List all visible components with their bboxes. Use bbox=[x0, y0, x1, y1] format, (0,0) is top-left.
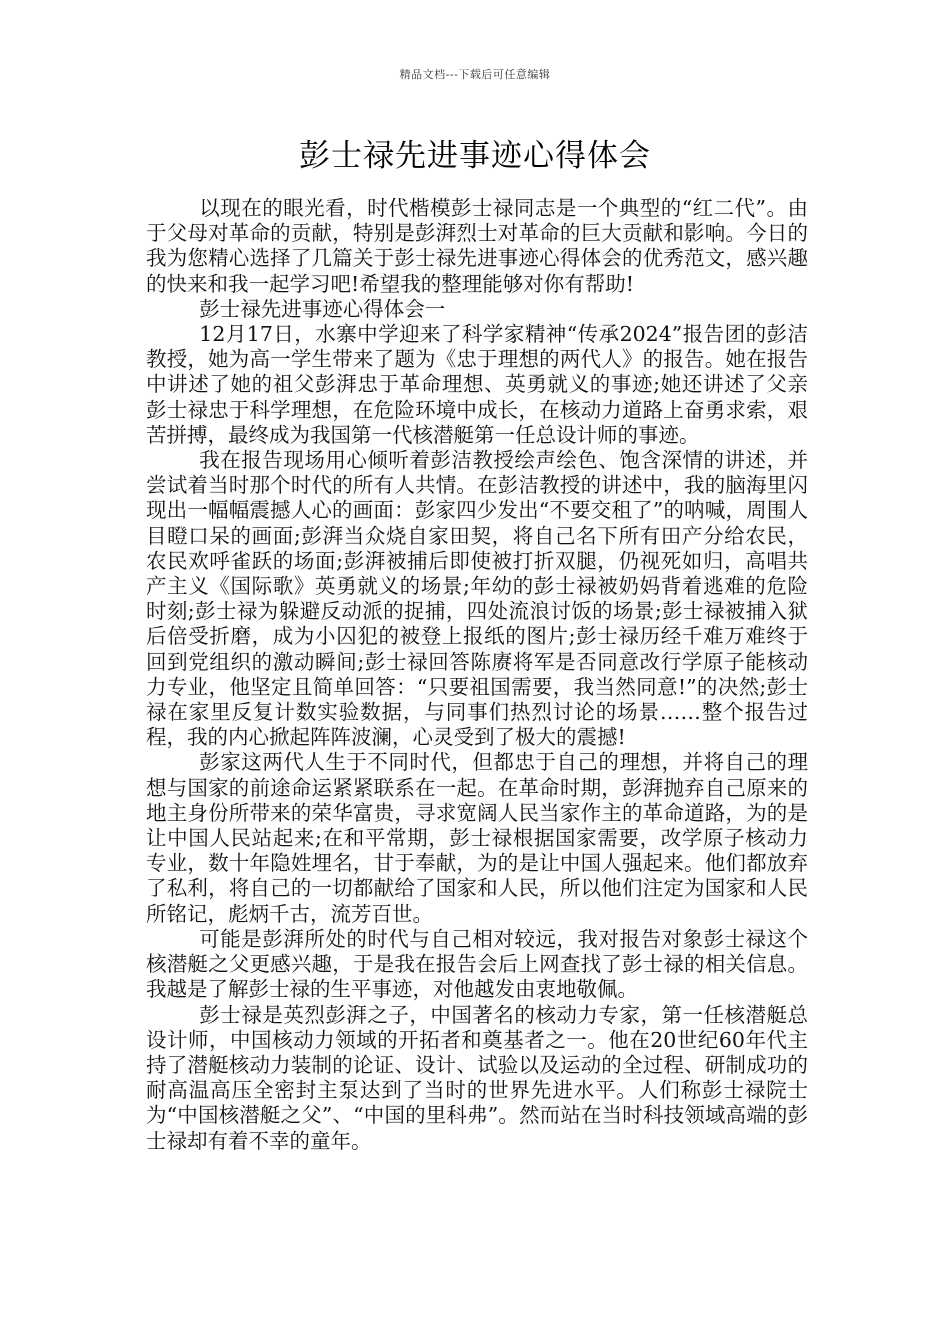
paragraph: 彭士禄是英烈彭湃之子，中国著名的核动力专家，第一任核潜艇总设计师，中国核动力领域的开拓者和奠基者之一。他在20世纪60年代主持了潜艇核动力装制的论证、设计、试验以及运动的全过程、研制成功的耐高温高压全密封主泵达到了当时的世界先进水平。人们称彭士禄院士为“中国核潜艇之父”、“中国的里科弗”。然而站在当时科技领域高端的彭士禄却有着不幸的童年。 bbox=[146, 1002, 808, 1153]
paragraph: 12月17日，水寨中学迎来了科学家精神“传承2024”报告团的彭洁教授，她为高一学生带来了题为《忠于理想的两代人》的报告。她在报告中讲述了她的祖父彭湃忠于革命理想、英勇就义的事迹;她还讲述了父亲彭士禄忠于科学理想，在危险环境中成长，在核动力道路上奋勇求索，艰苦拼搏，最终成为我国第一代核潜艇第一任总设计师的事迹。 bbox=[146, 322, 808, 447]
header-note: 精品文档---下载后可任意编辑 bbox=[399, 68, 551, 81]
document-body bbox=[146, 196, 808, 1154]
page-title: 彭士禄先进事迹心得体会 bbox=[299, 138, 651, 174]
section-heading: 彭士禄先进事迹心得体会一 bbox=[199, 296, 446, 321]
paragraph: 我在报告现场用心倾听着彭洁教授绘声绘色、饱含深情的讲述，并尝试着当时那个时代的所有人共情。在彭洁教授的讲述中，我的脑海里闪现出一幅幅震撼人心的画面：彭家四少发出“不要交租了”的呐喊，周围人目瞪口呆的画面;彭湃当众烧自家田契，将自己名下所有田产分给农民，农民欢呼雀跃的场面;彭湃被捕后即使被打折双腿，仍视死如归，高唱共产主义《国际歌》英勇就义的场景;年幼的彭士禄被奶妈背着逃难的危险时刻;彭士禄为躲避反动派的捉捕，四处流浪讨饭的场景;彭士禄被捕入狱后倍受折磨，成为小囚犯的被登上报纸的图片;彭士禄历经千难万难终于回到党组织的激动瞬间;彭士禄回答陈赓将军是否同意改行学原子能核动力专业，他坚定且简单回答：“只要祖国需要，我当然同意!”的决然;彭士禄在家里反复计数实验数据，与同事们热烈讨论的场景……整个报告过程，我的内心掀起阵阵波澜，心灵受到了极大的震撼! bbox=[146, 448, 808, 750]
paragraph: 彭家这两代人生于不同时代，但都忠于自己的理想，并将自己的理想与国家的前途命运紧紧联系在一起。在革命时期，彭湃抛弃自己原来的地主身份所带来的荣华富贵，寻求宽阔人民当家作主的革命道路，为的是让中国人民站起来;在和平常期，彭士禄根据国家需要，改学原子核动力专业，数十年隐姓埋名，甘于奉献，为的是让中国人强起来。他们都放弃了私利，将自己的一切都献给了国家和人民，所以他们注定为国家和人民所铭记，彪炳千古，流芳百世。 bbox=[146, 750, 808, 926]
paragraph-intro: 以现在的眼光看，时代楷模彭士禄同志是一个典型的“红二代”。由于父母对革命的贡献，特别是彭湃烈士对革命的巨大贡献和影响。今日的我为您精心选择了几篇关于彭士禄先进事迹心得体会的优秀范文，感兴趣的快来和我一起学习吧!希望我的整理能够对你有帮助! bbox=[146, 196, 808, 296]
paragraph: 可能是彭湃所处的时代与自己相对较远，我对报告对象彭士禄这个核潜艇之父更感兴趣，于是我在报告会后上网查找了彭士禄的相关信息。我越是了解彭士禄的生平事迹，对他越发由衷地敬佩。 bbox=[146, 926, 808, 1002]
